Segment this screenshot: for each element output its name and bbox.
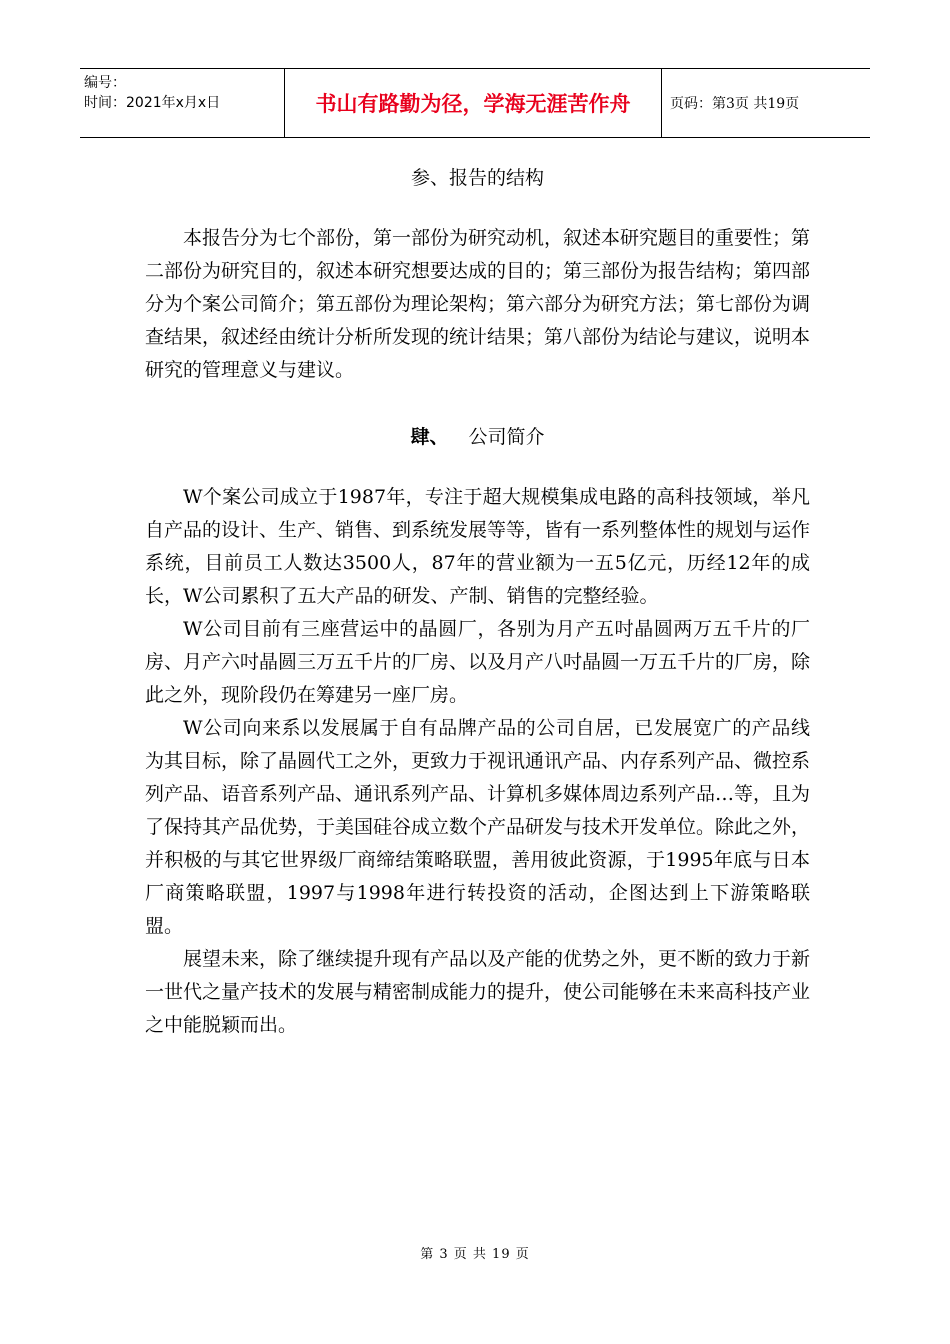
page-header bbox=[80, 68, 870, 138]
paragraph: 展望未来，除了继续提升现有产品以及产能的优势之外，更不断的致力于新一世代之量产技术的发展与精密制成能力的提升，使公司能够在未来高科技产业之中能脱颖而出。 bbox=[145, 948, 811, 1036]
paragraph: 本报告分为七个部份，第一部份为研究动机，叙述本研究题目的重要性；第二部份为研究目的，叙述本研究想要达成的目的；第三部份为报告结构；第四部分为个案公司简介；第五部份为理论架构；第六部分为研究方法；第七部份为调查结果，叙述经由统计分析所发现的统计结果；第八部份为结论与建议，说明本研究的管理意义与建议。 bbox=[145, 227, 811, 381]
section-4-heading bbox=[145, 417, 810, 457]
header-motto: 书山有路勤为径，学海无涯苦作舟 bbox=[284, 69, 662, 137]
section-3-title: 参、报告的结构 bbox=[410, 167, 544, 189]
section-4-number: 肆、 bbox=[410, 426, 449, 448]
paragraph: W个案公司成立于1987年，专注于超大规模集成电路的高科技领域，举凡自产品的设计、生产、销售、到系统发展等等，皆有一系列整体性的规划与运作系统，目前员工人数达3500人，87年的营业额为一五5亿元，历经12年的成长，W公司累积了五大产品的研发、产制、销售的完整经验。 bbox=[145, 486, 811, 607]
paragraph: W公司目前有三座营运中的晶圆厂，各别为月产五吋晶圆两万五千片的厂房、月产六吋晶圆三万五千片的厂房、以及月产八吋晶圆一万五千片的厂房，除此之外，现阶段仍在筹建另一座厂房。 bbox=[145, 618, 811, 706]
page-footer: 第 3 页 共 19 页 bbox=[420, 1247, 530, 1262]
date-label: 时间：2021年x月x日 bbox=[84, 95, 221, 111]
header-page-info: 页码：第3页 共19页 bbox=[670, 96, 800, 112]
section-4-title: 公司简介 bbox=[468, 426, 545, 448]
header-left-cell bbox=[80, 69, 284, 137]
number-label: 编号： bbox=[84, 75, 126, 91]
paragraph: W公司向来系以发展属于自有品牌产品的公司自居，已发展宽广的产品线为其目标，除了晶圆代工之外，更致力于视讯通讯产品、内存系列产品、微控系列产品、语音系列产品、通讯系列产品、计算机多媒体周边系列产品…等，且为了保持其产品优势，于美国硅谷成立数个产品研发与技术开发单位。除此之外，并积极的与其它世界级厂商缔结策略联盟，善用彼此资源，于1995年底与日本厂商策略联盟，1997与1998年进行转投资的活动，企图达到上下游策略联盟。 bbox=[145, 717, 811, 937]
document-body bbox=[145, 150, 810, 1042]
